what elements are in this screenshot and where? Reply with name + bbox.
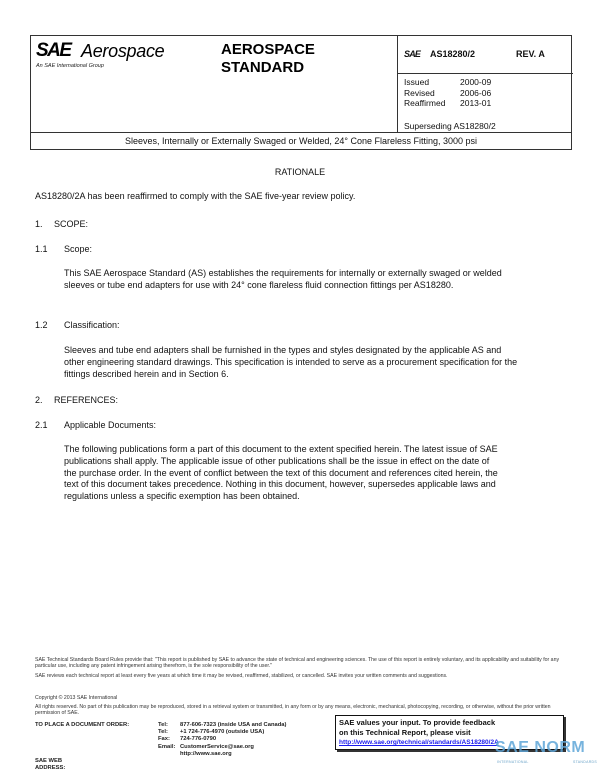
rationale-text: AS18280/2A has been reaffirmed to comply with the SAE five-year review policy.	[35, 191, 356, 201]
watermark-captions: INTERNATIONAL STANDARDS	[497, 760, 597, 764]
section-1-number: 1.	[35, 219, 43, 229]
feedback-link[interactable]: http://www.sae.org/technical/standards/AS18280/2A	[339, 739, 499, 746]
feedback-line2: on this Technical Report, please visit	[339, 727, 471, 737]
date-list	[404, 77, 491, 109]
rationale-heading: RATIONALE	[274, 167, 326, 177]
order-label: TO PLACE A DOCUMENT ORDER:	[35, 722, 130, 728]
sae-norm-watermark	[495, 739, 600, 773]
review-note-text: SAE reviews each technical report at least every five years at which time it may be revised, reaffirmed, stabilized, or cancelled. SAE invites your written comments and suggestions.	[35, 673, 448, 679]
section-1-1-number: 1.1	[35, 244, 48, 254]
date-row-reaffirmed: Reaffirmed 2013-01	[404, 98, 492, 108]
board-rules-text: SAE Technical Standards Board Rules provide that: "This report is published by SAE to advance the state of technical and engineering sciences. The use of this report is entirely voluntary, and its applicability and suitability for any particular use, including any patent infringement arising therefrom, is the sole responsibility of the user."	[35, 657, 560, 670]
section-1-1-title: Scope:	[64, 244, 93, 254]
document-title: Sleeves, Internally or Externally Swaged or Welded, 24° Cone Flareless Fitting, 3000 psi	[30, 133, 572, 150]
section-1-2-text: Sleeves and tube end adapters shall be furnished in the types and styles designated by the applicable AS and other engineering standard drawings. This specification is intended to serve as a procurement specification for the fittings described herein and in Section 6.	[64, 345, 518, 379]
superseding-note: Superseding AS18280/2	[404, 121, 496, 131]
doc-info-cell	[397, 36, 572, 132]
watermark-brand: SAE NORM	[495, 739, 586, 756]
standard-type	[221, 41, 315, 77]
copyright-text: Copyright © 2013 SAE International	[35, 695, 118, 701]
contact-list	[158, 722, 318, 758]
feedback-line1: SAE values your input. To provide feedback	[339, 718, 496, 727]
contact-row-web[interactable]	[158, 751, 318, 758]
contact-row: Fax: 724-776-0790	[158, 736, 217, 743]
section-2-1-number: 2.1	[35, 420, 48, 430]
standard-type-line1: AEROSPACE	[221, 41, 315, 58]
document-header	[30, 35, 572, 133]
section-2-1-title: Applicable Documents:	[64, 420, 157, 430]
section-1-2-number: 1.2	[35, 320, 48, 330]
section-2-number: 2.	[35, 395, 43, 405]
sae-aerospace-logo	[31, 36, 213, 134]
doc-number: AS18280/2	[430, 49, 476, 59]
contact-row: Tel: +1 724-776-4970 (outside USA)	[158, 729, 265, 736]
sae-mini-logo-icon: SAE	[404, 49, 421, 59]
rights-text: All rights reserved. No part of this publication may be reproduced, stored in a retrieval system or transmitted, in any form or by any means, electronic, mechanical, photocopying, recording, or otherwise, without the prior written permission of SAE.	[35, 704, 551, 717]
section-2-1-text: The following publications form a part of this document to the extent specified herein. The latest issue of SAE publications shall apply. The applicable issue of other publications shall be the issue in effect on the date of the purchase order. In the event of conflict between the text of this document and references cited herein, the text of this document takes precedence. Nothing in this document, however, supersedes applicable laws and regulations unless a specific exemption has been obtained.	[64, 444, 498, 502]
contact-row-email[interactable]: Email: CustomerService@sae.org	[158, 743, 254, 750]
date-row-revised: Revised 2006-06	[404, 87, 492, 98]
section-1-title: SCOPE:	[54, 219, 89, 229]
section-2-title: REFERENCES:	[54, 395, 119, 405]
standard-type-line2: STANDARD	[221, 59, 305, 76]
date-row-issued: Issued 2000-09	[404, 77, 492, 87]
contact-row: Tel: 877-606-7323 (inside USA and Canada)	[158, 722, 287, 728]
doc-id-row	[398, 36, 573, 74]
logo-aerospace-text: Aerospace	[81, 41, 165, 61]
revision-label: REV. A	[516, 49, 545, 59]
logo-sae-mark: SAE	[36, 40, 71, 61]
web-address-label: SAE WEB ADDRESS:	[35, 758, 66, 772]
section-1-2-title: Classification:	[64, 320, 120, 330]
section-1-1-text: This SAE Aerospace Standard (AS) establishes the requirements for internally or externally swaged or welded sleeves or tube end adapters for use with 24° cone flareless fluid connection fittings per AS18280.	[64, 268, 502, 290]
sae-web-link[interactable]: http://www.sae.org	[180, 750, 232, 757]
logo-subtitle: An SAE International Group	[36, 63, 104, 69]
